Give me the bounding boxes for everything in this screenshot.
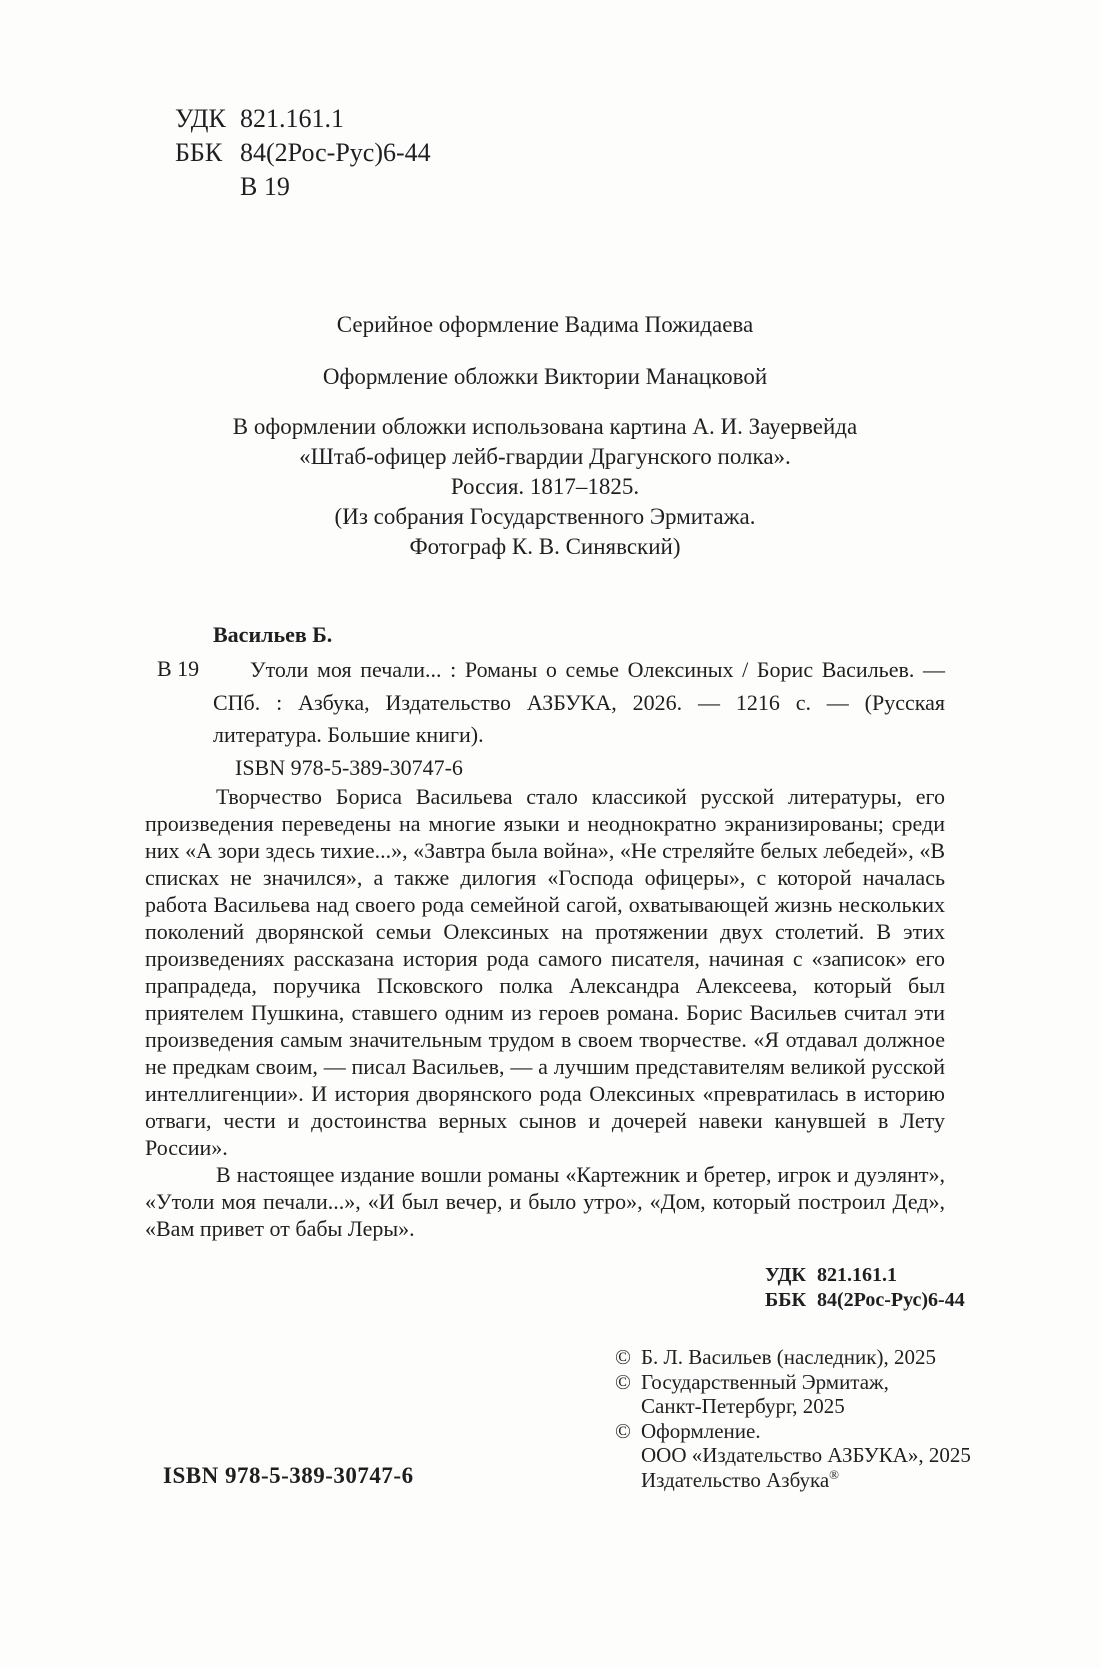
bbk-label-bottom: ББК <box>765 1289 806 1311</box>
udk-label: УДК <box>175 104 226 133</box>
udk-label-bottom: УДК <box>765 1264 806 1286</box>
copyright-text <box>641 1419 971 1493</box>
classification-codes-top <box>175 102 431 204</box>
annotation-paragraph-1: Творчество Бориса Васильева стало классикой русской литературы, его произведения переведены на многие языки и неоднократно экранизированы; среди них «А зори здесь тихие...», «Завтра была война», «Не стреляйте белых лебедей», «В списках не значился», а также дилогия «Господа офицеры», с которой началась работа Васильева над своего рода семейной сагой, охватывающей жизнь нескольких поколений дворянской семьи Олексиных на протяжении двух столетий. В этих произведениях рассказана история рода самого писателя, начиная с «записок» его прапрадеда, поручика Псковского полка Александра Алексеева, который был приятелем Пушкина, ставшего одним из героев романа. Борис Васильев считал эти произведения самым значительным трудом в своем творчестве. «Я отдавал должное не предкам своим, — писал Васильев, — а лучшим представителям великой русской интеллигенции». И история дворянского рода Олексиных «превратилась в историю отваги, чести и достоинства верных сынов и дочерей навеки канувшей в Лету России». <box>145 784 945 1160</box>
bibliographic-description: Утоли моя печали... : Романы о семье Олексиных / Борис Васильев. — СПб. : Азбука, Издательство АЗБУКА, 2026. — 1216 с. — (Русская литература. Большие книги). <box>213 657 945 747</box>
author-sign: В 19 <box>240 172 290 201</box>
copyright-text-line: Санкт-Петербург, 2025 <box>641 1394 845 1418</box>
udk-value: 821.161.1 <box>240 104 344 133</box>
copyright-sign: © <box>615 1418 631 1443</box>
catalog-author-heading: Васильев Б. <box>213 622 333 647</box>
publisher-name: Издательство Азбука <box>641 1467 830 1492</box>
design-credits <box>145 310 945 562</box>
cover-design-credit: Оформление обложки Виктории Манацковой <box>322 364 768 389</box>
copyright-sign: © <box>615 1345 631 1369</box>
bbk-row-bottom <box>765 1288 965 1313</box>
copyright-text-line: Оформление. <box>641 1418 761 1443</box>
catalog-card-description <box>213 654 945 784</box>
cover-artwork-credit <box>145 412 945 562</box>
copyright-text <box>641 1370 971 1419</box>
annotation-paragraph-2: В настоящее издание вошли романы «Картежник и бретер, игрок и дуэлянт», «Утоли моя печали...», «И был вечер, и было утро», «Дом, который построил Дед», «Вам привет от бабы Леры». <box>145 1162 945 1241</box>
bbk-label: ББК <box>175 138 223 167</box>
copyright-entry <box>615 1370 971 1419</box>
bbk-value-bottom: 84(2Рос-Рус)6-44 <box>817 1289 965 1311</box>
bbk-value: 84(2Рос-Рус)6-44 <box>240 138 431 167</box>
copyright-entry <box>615 1419 971 1493</box>
author-sign-row <box>240 170 431 204</box>
catalog-author-sign: В 19 <box>157 656 200 681</box>
registered-trademark-symbol: ® <box>829 1466 840 1482</box>
artwork-credit-line: «Штаб-офицер лейб-гвардии Драгунского полка». <box>299 444 791 469</box>
artwork-credit-line: Россия. 1817–1825. <box>450 474 640 499</box>
isbn-bottom: ISBN 978-5-389-30747-6 <box>163 1463 414 1488</box>
udk-value-bottom: 821.161.1 <box>817 1264 897 1286</box>
copyright-block <box>615 1345 971 1492</box>
series-design-credit: Серийное оформление Вадима Пожидаева <box>336 312 754 337</box>
copyright-entry <box>615 1345 971 1370</box>
publisher-trademark-line <box>641 1468 971 1493</box>
copyright-text-line: Государственный Эрмитаж, <box>641 1369 889 1394</box>
annotation <box>145 783 945 1242</box>
bbk-row <box>175 136 431 170</box>
catalog-isbn: ISBN 978-5-389-30747-6 <box>235 754 463 780</box>
copyright-text: Б. Л. Васильев (наследник), 2025 <box>641 1345 936 1369</box>
udk-row-bottom <box>765 1263 965 1288</box>
artwork-credit-line: Фотограф К. В. Синявский) <box>409 534 681 559</box>
copyright-sign: © <box>615 1369 631 1394</box>
artwork-credit-line: В оформлении обложки использована картина А. И. Зауервейда <box>232 414 858 439</box>
artwork-credit-line: (Из собрания Государственного Эрмитажа. <box>334 504 756 529</box>
udk-row <box>175 102 431 136</box>
classification-codes-bottom <box>765 1263 965 1313</box>
copyright-text-line: ООО «Издательство АЗБУКА», 2025 <box>641 1443 971 1467</box>
